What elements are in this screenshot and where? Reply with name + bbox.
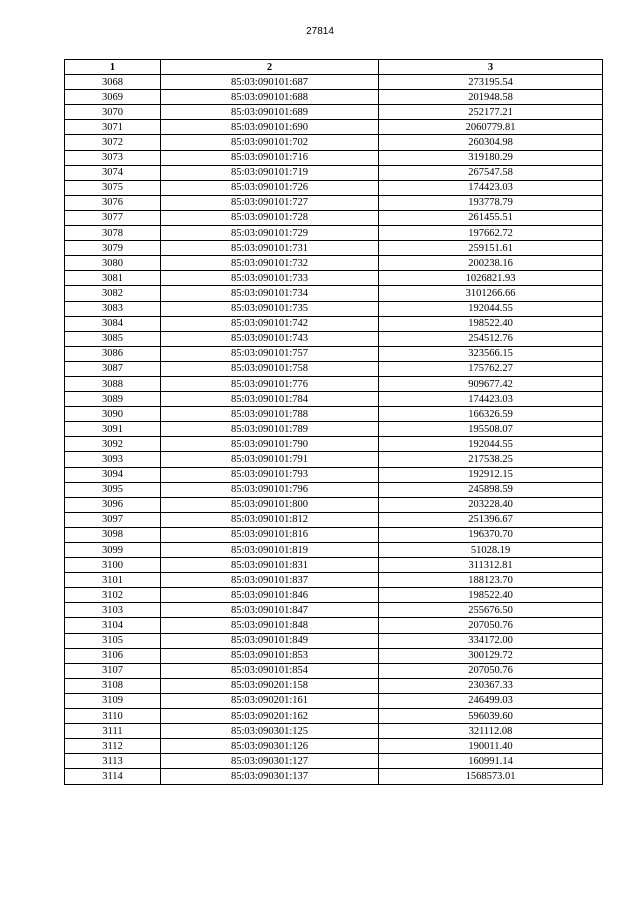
cadastral-number-cell: 85:03:090101:849 — [161, 633, 379, 648]
row-number-cell: 3088 — [65, 376, 161, 391]
cadastral-number-cell: 85:03:090101:735 — [161, 301, 379, 316]
row-number-cell: 3078 — [65, 226, 161, 241]
row-number-cell: 3084 — [65, 316, 161, 331]
row-number-cell: 3080 — [65, 256, 161, 271]
row-number-cell: 3083 — [65, 301, 161, 316]
value-cell: 192044.55 — [379, 437, 603, 452]
value-cell: 321112.08 — [379, 724, 603, 739]
value-cell: 255676.50 — [379, 603, 603, 618]
table-row — [65, 769, 603, 784]
value-cell: 175762.27 — [379, 361, 603, 376]
value-cell: 1568573.01 — [379, 769, 603, 784]
value-cell: 1026821.93 — [379, 271, 603, 286]
cadastral-number-cell: 85:03:090301:127 — [161, 754, 379, 769]
table-row — [65, 376, 603, 391]
row-number-cell: 3103 — [65, 603, 161, 618]
table-row — [65, 195, 603, 210]
row-number-cell: 3076 — [65, 195, 161, 210]
cadastral-number-cell: 85:03:090101:729 — [161, 226, 379, 241]
value-cell: 323566.15 — [379, 346, 603, 361]
cadastral-number-cell: 85:03:090201:158 — [161, 678, 379, 693]
value-cell: 273195.54 — [379, 75, 603, 90]
cadastral-number-cell: 85:03:090101:731 — [161, 241, 379, 256]
value-cell: 2060779.81 — [379, 120, 603, 135]
table-row — [65, 271, 603, 286]
cadastral-number-cell: 85:03:090101:847 — [161, 603, 379, 618]
row-number-cell: 3107 — [65, 663, 161, 678]
value-cell: 259151.61 — [379, 241, 603, 256]
row-number-cell: 3110 — [65, 709, 161, 724]
value-cell: 596039.60 — [379, 709, 603, 724]
table-row — [65, 301, 603, 316]
row-number-cell: 3081 — [65, 271, 161, 286]
row-number-cell: 3094 — [65, 467, 161, 482]
cadastral-number-cell: 85:03:090101:819 — [161, 543, 379, 558]
column-header-3: 3 — [379, 60, 603, 75]
cadastral-number-cell: 85:03:090201:161 — [161, 693, 379, 708]
value-cell: 252177.21 — [379, 105, 603, 120]
cadastral-number-cell: 85:03:090101:719 — [161, 165, 379, 180]
value-cell: 334172.00 — [379, 633, 603, 648]
table-row — [65, 573, 603, 588]
cadastral-number-cell: 85:03:090101:727 — [161, 195, 379, 210]
table-row — [65, 361, 603, 376]
row-number-cell: 3098 — [65, 527, 161, 542]
cadastral-number-cell: 85:03:090101:690 — [161, 120, 379, 135]
value-cell: 190011.40 — [379, 739, 603, 754]
table-row — [65, 558, 603, 573]
table-row — [65, 90, 603, 105]
value-cell: 246499.03 — [379, 693, 603, 708]
table-row — [65, 648, 603, 663]
row-number-cell: 3090 — [65, 407, 161, 422]
table-row — [65, 512, 603, 527]
cadastral-number-cell: 85:03:090101:837 — [161, 573, 379, 588]
table-row — [65, 75, 603, 90]
cadastral-number-cell: 85:03:090101:689 — [161, 105, 379, 120]
row-number-cell: 3074 — [65, 165, 161, 180]
cadastral-number-cell: 85:03:090101:790 — [161, 437, 379, 452]
value-cell: 254512.76 — [379, 331, 603, 346]
table-row — [65, 452, 603, 467]
cadastral-number-cell: 85:03:090301:137 — [161, 769, 379, 784]
row-number-cell: 3068 — [65, 75, 161, 90]
value-cell: 207050.76 — [379, 618, 603, 633]
value-cell: 230367.33 — [379, 678, 603, 693]
row-number-cell: 3113 — [65, 754, 161, 769]
table-row — [65, 724, 603, 739]
table-row — [65, 286, 603, 301]
row-number-cell: 3108 — [65, 678, 161, 693]
cadastral-number-cell: 85:03:090101:848 — [161, 618, 379, 633]
row-number-cell: 3101 — [65, 573, 161, 588]
table-row — [65, 331, 603, 346]
table-row — [65, 346, 603, 361]
value-cell: 300129.72 — [379, 648, 603, 663]
row-number-cell: 3072 — [65, 135, 161, 150]
table-row — [65, 210, 603, 225]
cadastral-number-cell: 85:03:090101:788 — [161, 407, 379, 422]
cadastral-number-cell: 85:03:090101:816 — [161, 527, 379, 542]
value-cell: 198522.40 — [379, 588, 603, 603]
row-number-cell: 3091 — [65, 422, 161, 437]
row-number-cell: 3114 — [65, 769, 161, 784]
table-row — [65, 663, 603, 678]
value-cell: 195508.07 — [379, 422, 603, 437]
table-row — [65, 120, 603, 135]
value-cell: 174423.03 — [379, 180, 603, 195]
cadastral-number-cell: 85:03:090101:854 — [161, 663, 379, 678]
value-cell: 192044.55 — [379, 301, 603, 316]
row-number-cell: 3099 — [65, 543, 161, 558]
table-row — [65, 180, 603, 195]
column-header-1: 1 — [65, 60, 161, 75]
row-number-cell: 3071 — [65, 120, 161, 135]
table-row — [65, 618, 603, 633]
table-row — [65, 407, 603, 422]
data-table — [64, 59, 603, 785]
value-cell: 245898.59 — [379, 482, 603, 497]
table-row — [65, 392, 603, 407]
row-number-cell: 3112 — [65, 739, 161, 754]
value-cell: 217538.25 — [379, 452, 603, 467]
cadastral-number-cell: 85:03:090101:758 — [161, 361, 379, 376]
value-cell: 188123.70 — [379, 573, 603, 588]
value-cell: 207050.76 — [379, 663, 603, 678]
value-cell: 319180.29 — [379, 150, 603, 165]
table-row — [65, 226, 603, 241]
value-cell: 201948.58 — [379, 90, 603, 105]
column-header-2: 2 — [161, 60, 379, 75]
table-row — [65, 603, 603, 618]
cadastral-number-cell: 85:03:090101:791 — [161, 452, 379, 467]
table-row — [65, 467, 603, 482]
row-number-cell: 3085 — [65, 331, 161, 346]
table-row — [65, 678, 603, 693]
cadastral-number-cell: 85:03:090101:742 — [161, 316, 379, 331]
cadastral-number-cell: 85:03:090101:728 — [161, 210, 379, 225]
cadastral-number-cell: 85:03:090301:125 — [161, 724, 379, 739]
table-row — [65, 527, 603, 542]
cadastral-number-cell: 85:03:090101:743 — [161, 331, 379, 346]
cadastral-number-cell: 85:03:090101:853 — [161, 648, 379, 663]
cadastral-number-cell: 85:03:090101:831 — [161, 558, 379, 573]
row-number-cell: 3082 — [65, 286, 161, 301]
row-number-cell: 3089 — [65, 392, 161, 407]
cadastral-number-cell: 85:03:090201:162 — [161, 709, 379, 724]
cadastral-number-cell: 85:03:090101:776 — [161, 376, 379, 391]
table-row — [65, 543, 603, 558]
cadastral-number-cell: 85:03:090101:732 — [161, 256, 379, 271]
row-number-cell: 3109 — [65, 693, 161, 708]
row-number-cell: 3087 — [65, 361, 161, 376]
value-cell: 260304.98 — [379, 135, 603, 150]
table-row — [65, 497, 603, 512]
cadastral-number-cell: 85:03:090101:733 — [161, 271, 379, 286]
table-row — [65, 709, 603, 724]
value-cell: 909677.42 — [379, 376, 603, 391]
value-cell: 203228.40 — [379, 497, 603, 512]
row-number-cell: 3077 — [65, 210, 161, 225]
value-cell: 261455.51 — [379, 210, 603, 225]
table-row — [65, 739, 603, 754]
value-cell: 160991.14 — [379, 754, 603, 769]
value-cell: 192912.15 — [379, 467, 603, 482]
value-cell: 51028.19 — [379, 543, 603, 558]
cadastral-number-cell: 85:03:090101:846 — [161, 588, 379, 603]
cadastral-number-cell: 85:03:090101:800 — [161, 497, 379, 512]
row-number-cell: 3100 — [65, 558, 161, 573]
table-row — [65, 150, 603, 165]
table-header-row — [65, 60, 603, 75]
cadastral-number-cell: 85:03:090101:688 — [161, 90, 379, 105]
row-number-cell: 3106 — [65, 648, 161, 663]
table-row — [65, 241, 603, 256]
table-row — [65, 754, 603, 769]
cadastral-number-cell: 85:03:090301:126 — [161, 739, 379, 754]
value-cell: 267547.58 — [379, 165, 603, 180]
value-cell: 166326.59 — [379, 407, 603, 422]
value-cell: 196370.70 — [379, 527, 603, 542]
table-row — [65, 422, 603, 437]
row-number-cell: 3104 — [65, 618, 161, 633]
cadastral-number-cell: 85:03:090101:734 — [161, 286, 379, 301]
cadastral-number-cell: 85:03:090101:687 — [161, 75, 379, 90]
row-number-cell: 3069 — [65, 90, 161, 105]
value-cell: 197662.72 — [379, 226, 603, 241]
row-number-cell: 3111 — [65, 724, 161, 739]
cadastral-number-cell: 85:03:090101:726 — [161, 180, 379, 195]
row-number-cell: 3079 — [65, 241, 161, 256]
table-row — [65, 693, 603, 708]
cadastral-number-cell: 85:03:090101:757 — [161, 346, 379, 361]
table-row — [65, 165, 603, 180]
row-number-cell: 3097 — [65, 512, 161, 527]
cadastral-number-cell: 85:03:090101:793 — [161, 467, 379, 482]
value-cell: 200238.16 — [379, 256, 603, 271]
row-number-cell: 3092 — [65, 437, 161, 452]
value-cell: 251396.67 — [379, 512, 603, 527]
table-row — [65, 588, 603, 603]
value-cell: 311312.81 — [379, 558, 603, 573]
cadastral-number-cell: 85:03:090101:789 — [161, 422, 379, 437]
row-number-cell: 3102 — [65, 588, 161, 603]
table-row — [65, 482, 603, 497]
value-cell: 198522.40 — [379, 316, 603, 331]
row-number-cell: 3096 — [65, 497, 161, 512]
row-number-cell: 3073 — [65, 150, 161, 165]
table-row — [65, 316, 603, 331]
cadastral-number-cell: 85:03:090101:784 — [161, 392, 379, 407]
cadastral-number-cell: 85:03:090101:716 — [161, 150, 379, 165]
row-number-cell: 3075 — [65, 180, 161, 195]
value-cell: 193778.79 — [379, 195, 603, 210]
page-number: 27814 — [306, 26, 334, 37]
row-number-cell: 3086 — [65, 346, 161, 361]
row-number-cell: 3093 — [65, 452, 161, 467]
cadastral-number-cell: 85:03:090101:796 — [161, 482, 379, 497]
row-number-cell: 3105 — [65, 633, 161, 648]
table-row — [65, 256, 603, 271]
row-number-cell: 3095 — [65, 482, 161, 497]
table-row — [65, 633, 603, 648]
value-cell: 3101266.66 — [379, 286, 603, 301]
table-row — [65, 135, 603, 150]
table-row — [65, 105, 603, 120]
cadastral-number-cell: 85:03:090101:812 — [161, 512, 379, 527]
cadastral-number-cell: 85:03:090101:702 — [161, 135, 379, 150]
row-number-cell: 3070 — [65, 105, 161, 120]
table-body — [65, 75, 603, 784]
table-row — [65, 437, 603, 452]
value-cell: 174423.03 — [379, 392, 603, 407]
